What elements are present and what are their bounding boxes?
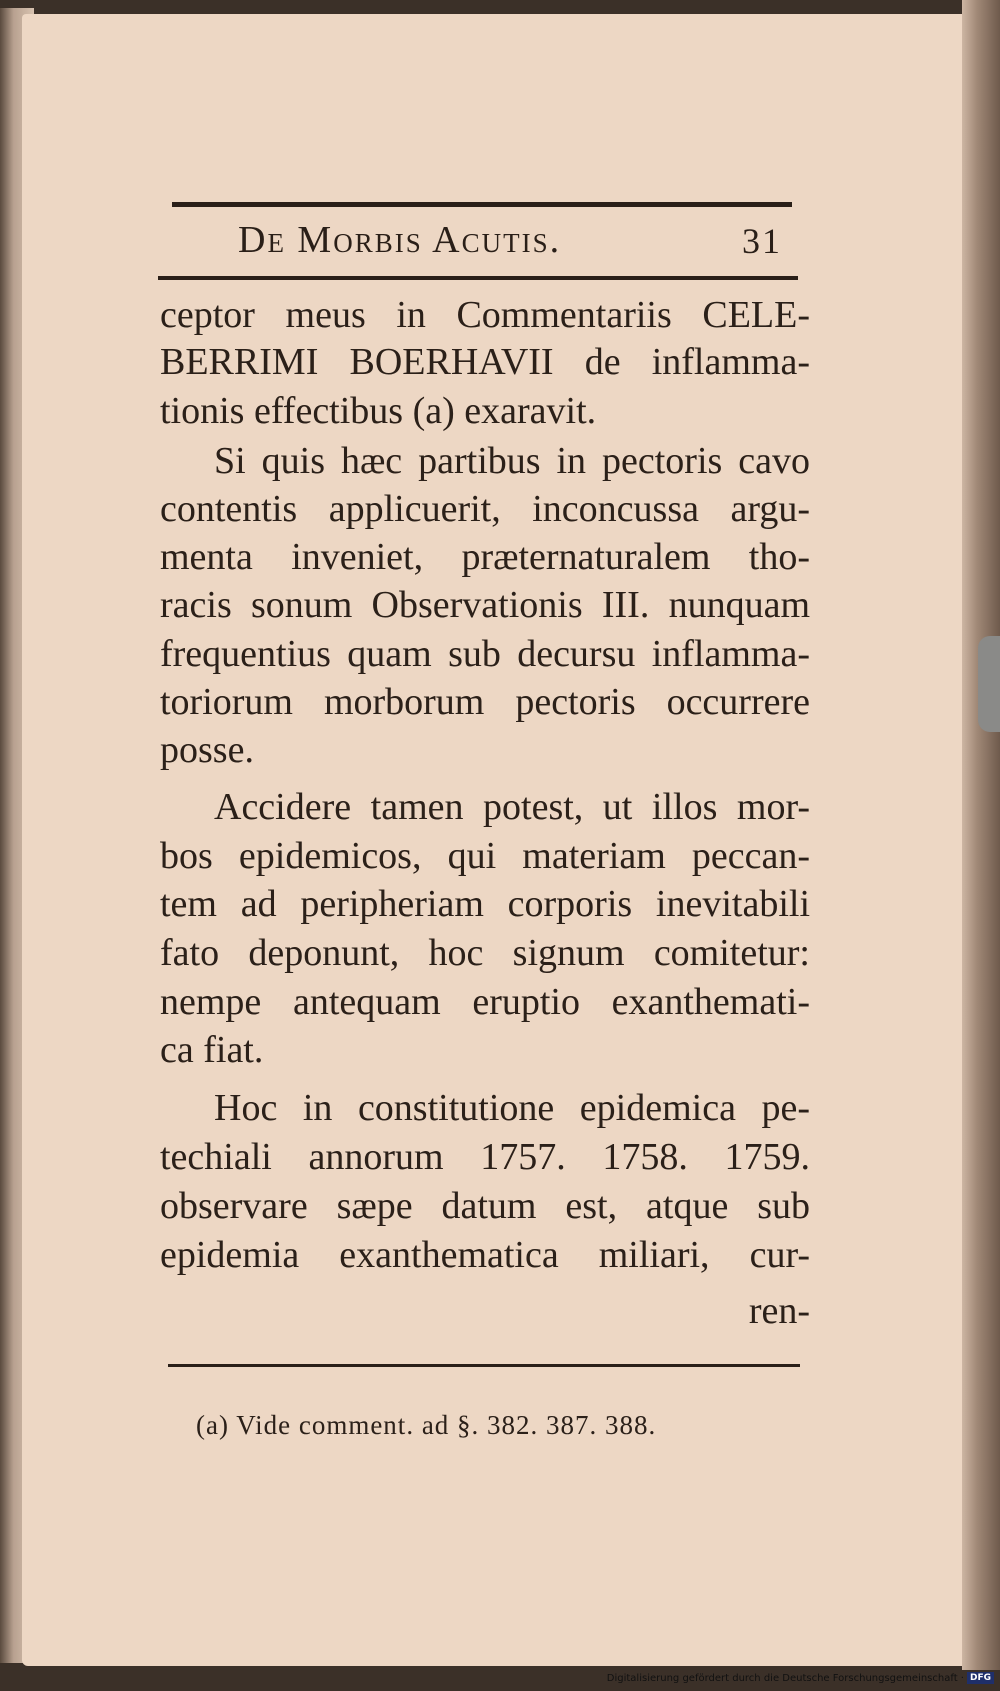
running-title: De Morbis Acutis. — [238, 219, 562, 261]
digitization-credit — [607, 1672, 994, 1684]
page-number: 31 — [742, 221, 782, 261]
footnote: (a) Vide comment. ad §. 382. 387. 388. — [196, 1410, 657, 1440]
catchword: ren- — [748, 1290, 810, 1332]
text-line: observare sæpe datum est, atque sub — [160, 1185, 810, 1227]
header-rule-bottom — [158, 276, 798, 280]
right-binding-shadow — [962, 0, 1000, 1670]
text-line: posse. — [160, 729, 254, 771]
text-line: techiali annorum 1757. 1758. 1759. — [160, 1136, 810, 1178]
dfg-logo: DFG — [967, 1672, 994, 1684]
text-line: Hoc in constitutione epidemica pe- — [214, 1087, 810, 1129]
text-line: nempe antequam eruptio exanthemati- — [160, 981, 810, 1023]
header-rule-top — [172, 202, 792, 207]
text-line: ceptor meus in Commentariis CELE- — [160, 294, 810, 336]
text-line: tionis effectibus (a) exaravit. — [160, 390, 597, 432]
credit-text: Digitalisierung gefördert durch die Deutsche Forschungsgemeinschaft · — [606, 1673, 964, 1684]
text-line: BERRIMI BOERHAVII de inflamma- — [160, 341, 810, 383]
text-line: contentis applicuerit, inconcussa argu- — [160, 488, 810, 530]
text-line: fato deponunt, hoc signum comitetur: — [160, 932, 810, 974]
text-line: epidemia exanthematica miliari, cur- — [160, 1234, 810, 1276]
text-line: Accidere tamen potest, ut illos mor- — [214, 786, 810, 828]
text-line: bos epidemicos, qui materiam peccan- — [160, 835, 810, 877]
text-line: menta inveniet, præternaturalem tho- — [160, 536, 810, 578]
text-line: ca fiat. — [160, 1029, 264, 1071]
text-line: toriorum morborum pectoris occurrere — [160, 681, 810, 723]
text-line: racis sonum Observationis III. nunquam — [160, 584, 810, 626]
running-header — [172, 210, 792, 270]
text-line: tem ad peripheriam corporis inevitabili — [160, 883, 810, 925]
footnote-rule — [168, 1364, 800, 1367]
text-line: frequentius quam sub decursu inflamma- — [160, 633, 810, 675]
text-line: Si quis hæc partibus in pectoris cavo — [214, 440, 810, 482]
book-clasp — [978, 636, 1000, 732]
